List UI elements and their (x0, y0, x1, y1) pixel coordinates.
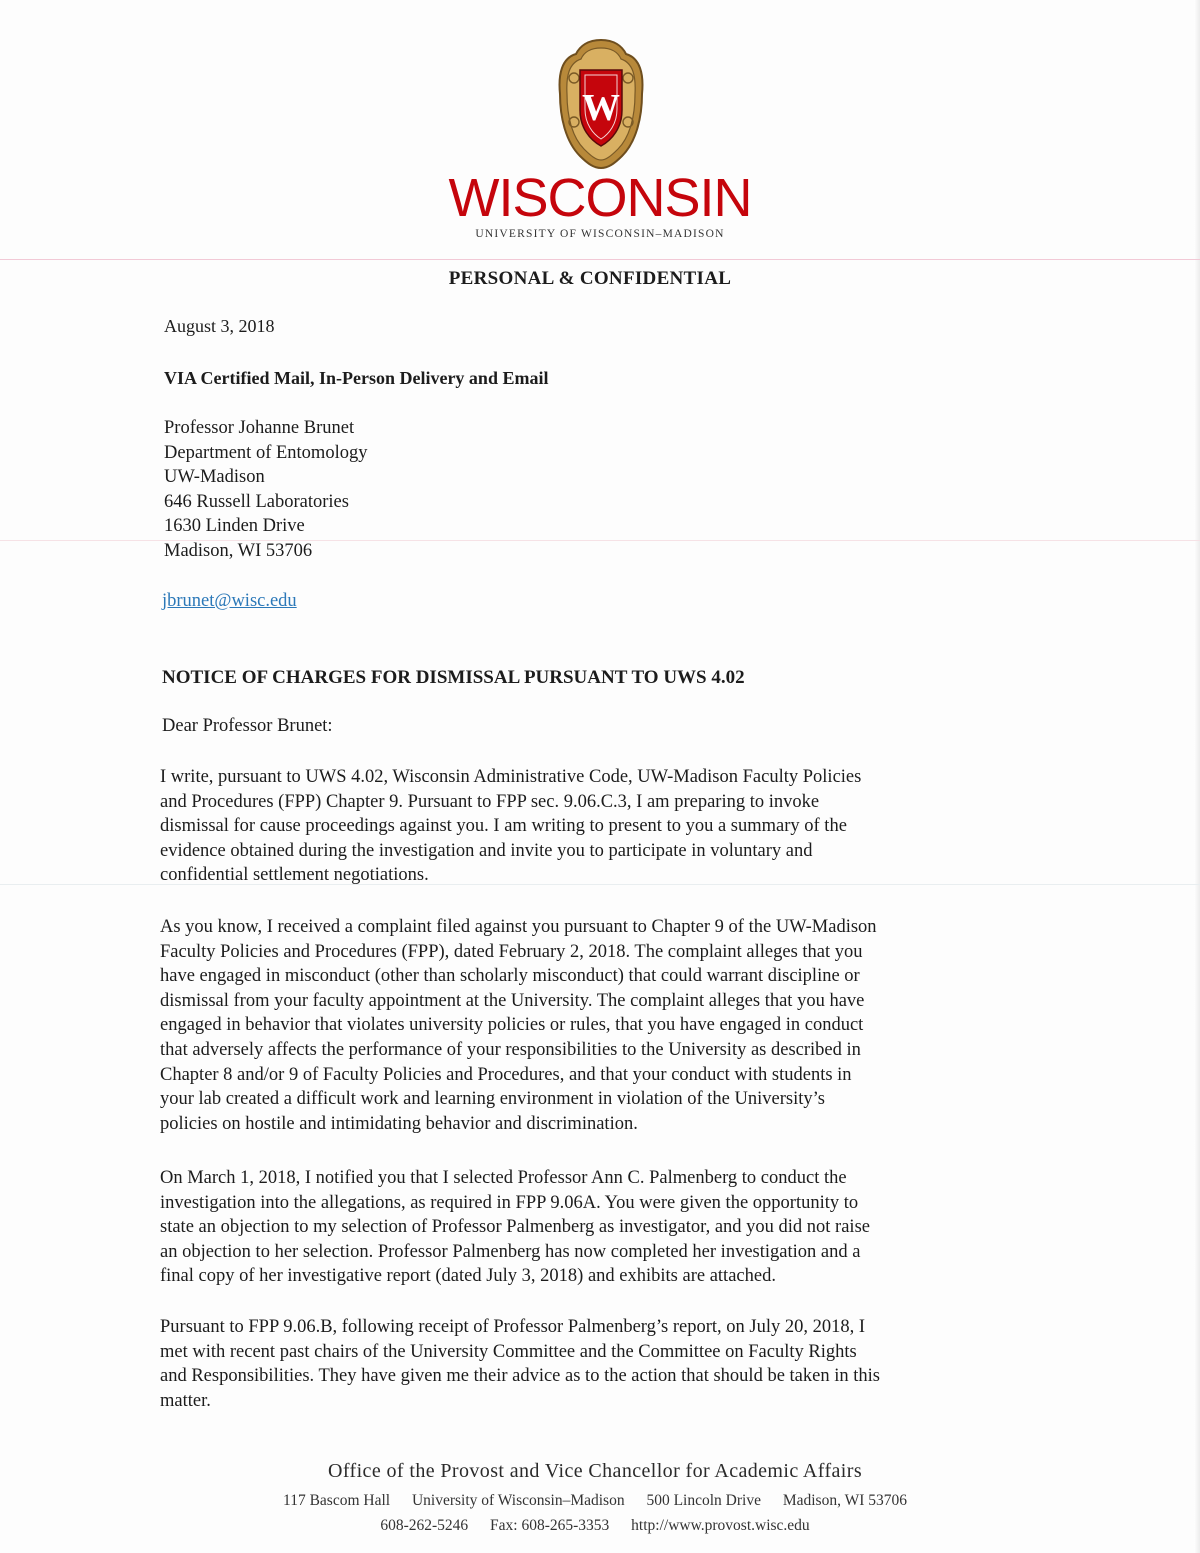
paragraph-line: Chapter 8 and/or 9 of Faculty Policies and Procedures, and that your conduct with students in (160, 1064, 852, 1085)
body-paragraph (160, 1166, 1020, 1289)
paragraph-line: As you know, I received a complaint filed against you pursuant to Chapter 9 of the UW-Madison (160, 917, 877, 937)
address-line: UW-Madison (164, 467, 265, 488)
paragraph-line: an objection to her selection. Professor Palmenberg has now completed her investigation and a (160, 1241, 861, 1262)
footer-fax: Fax: 608-265-3353 (490, 1517, 610, 1534)
crest-letter: W (582, 87, 620, 129)
subject-heading: NOTICE OF CHARGES FOR DISMISSAL PURSUANT TO UWS 4.02 (162, 667, 745, 688)
address-line: Department of Entomology (164, 442, 368, 463)
paragraph-line: and Responsibilities. They have given me their advice as to the action that should be taken in this (160, 1366, 880, 1387)
scan-edge (1194, 0, 1200, 1553)
paragraph-line: and Procedures (FPP) Chapter 9. Pursuant to FPP sec. 9.06.C.3, I am preparing to invoke (160, 791, 820, 812)
uw-crest-icon (556, 38, 646, 170)
paragraph-line: engaged in behavior that violates university policies or rules, that you have engaged in conduct (160, 1015, 864, 1036)
paragraph-line: dismissal from your faculty appointment at the University. The complaint alleges that you have (160, 990, 865, 1011)
paragraph-line: met with recent past chairs of the University Committee and the Committee on Faculty Rights (160, 1341, 857, 1362)
footer-address (0, 1492, 1190, 1510)
paragraph-line: dismissal for cause proceedings against you. I am writing to present to you a summary of the (160, 816, 847, 837)
paragraph-line: Faculty Policies and Procedures (FPP), dated February 2, 2018. The complaint alleges that you (160, 941, 863, 962)
confidential-heading: PERSONAL & CONFIDENTIAL (448, 268, 732, 289)
paragraph-line: your lab created a difficult work and learning environment in violation of the University’s (160, 1089, 825, 1110)
paragraph-line: state an objection to my selection of Professor Palmenberg as investigator, and you did not raise (160, 1217, 870, 1238)
paragraph-line: that adversely affects the performance of your responsibilities to the University as described in (160, 1039, 861, 1060)
paragraph-line: I write, pursuant to UWS 4.02, Wisconsin Administrative Code, UW-Madison Faculty Policies (160, 767, 862, 787)
wordmark-subtitle: UNIVERSITY OF WISCONSIN–MADISON (475, 228, 725, 240)
body-paragraph (160, 915, 1020, 1136)
paragraph-line: final copy of her investigative report (dated July 3, 2018) and exhibits are attached. (160, 1266, 776, 1287)
paragraph-line: policies on hostile and intimidating behavior and discrimination. (160, 1113, 638, 1134)
address-line: Professor Johanne Brunet (164, 418, 355, 438)
paragraph-line: evidence obtained during the investigation and invite you to participate in voluntary and (160, 840, 813, 861)
letter-date: August 3, 2018 (164, 316, 275, 336)
recipient-address (164, 416, 367, 564)
salutation: Dear Professor Brunet: (162, 716, 333, 736)
body-paragraph (160, 765, 1020, 888)
paragraph-line: Pursuant to FPP 9.06.B, following receipt of Professor Palmenberg’s report, on July 20, 2018, I (160, 1317, 866, 1337)
paragraph-line: matter. (160, 1390, 211, 1411)
address-line: Madison, WI 53706 (164, 540, 313, 561)
paragraph-line: confidential settlement negotiations. (160, 865, 429, 886)
footer-address-part: Madison, WI 53706 (782, 1492, 907, 1509)
paragraph-line: On March 1, 2018, I notified you that I selected Professor Ann C. Palmenberg to conduct the (160, 1168, 847, 1188)
recipient-email-link[interactable]: jbrunet@wisc.edu (162, 591, 297, 611)
footer-office-name: Office of the Provost and Vice Chancellor for Academic Affairs (328, 1460, 862, 1482)
address-line: 1630 Linden Drive (164, 516, 305, 537)
paragraph-line: investigation into the allegations, as required in FPP 9.06A. You were given the opportunity to (160, 1192, 859, 1213)
footer-contact (0, 1517, 1190, 1535)
footer-address-part: 500 Lincoln Drive (646, 1492, 761, 1509)
fold-line (0, 259, 1200, 260)
footer-address-part: University of Wisconsin–Madison (411, 1492, 625, 1509)
address-line: 646 Russell Laboratories (164, 491, 349, 512)
paragraph-line: have engaged in misconduct (other than scholarly misconduct) that could warrant discipline or (160, 966, 860, 987)
body-paragraph (160, 1315, 1020, 1413)
wordmark: WISCONSIN (448, 168, 752, 228)
footer-website-link[interactable]: http://www.provost.wisc.edu (631, 1517, 810, 1534)
delivery-method: VIA Certified Mail, In-Person Delivery and Email (164, 368, 549, 388)
footer-phone: 608-262-5246 (380, 1517, 469, 1534)
footer-address-part: 117 Bascom Hall (283, 1492, 391, 1509)
